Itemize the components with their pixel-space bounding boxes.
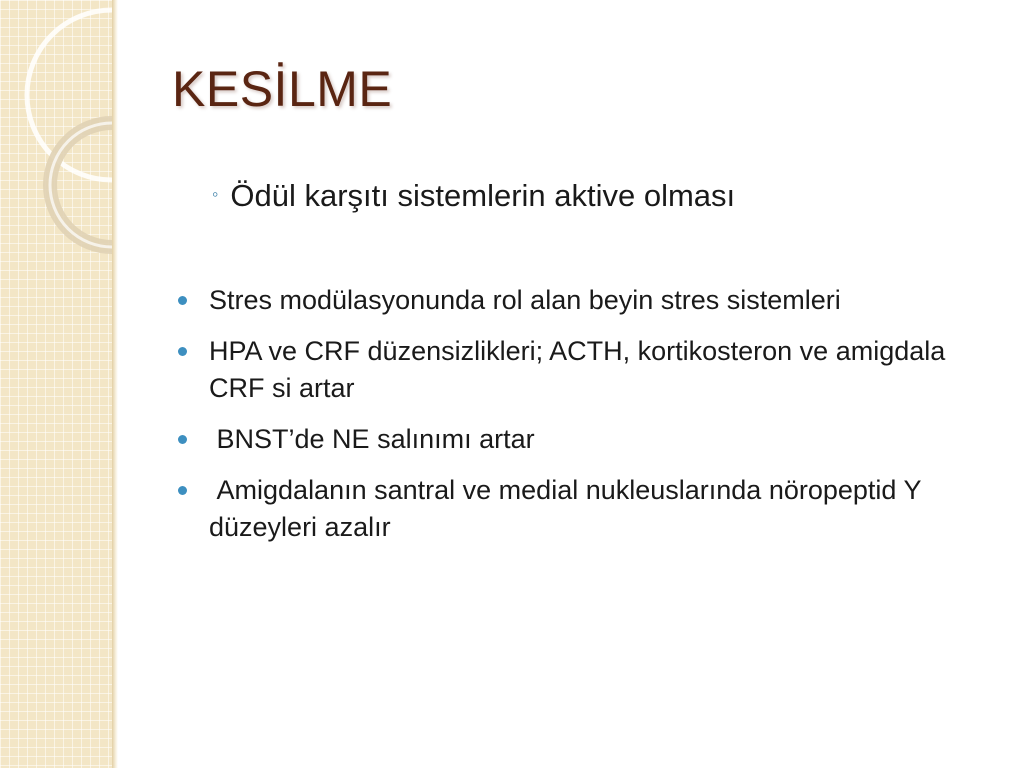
ring-bullet-icon: ◦ <box>212 184 219 205</box>
bullet-text: BNST’de NE salınımı artar <box>209 424 535 454</box>
decorative-side-band <box>0 0 112 768</box>
decorative-rings <box>0 0 112 768</box>
sub-bullet-item <box>212 178 735 214</box>
list-item <box>178 282 978 319</box>
list-item <box>178 472 978 546</box>
bullet-dot-icon <box>178 347 187 356</box>
list-item <box>178 421 978 458</box>
bullet-text: Amigdalanın santral ve medial nukleuslarında nöropeptid Y düzeyleri azalır <box>209 475 929 542</box>
band-edge-shadow <box>112 0 118 768</box>
bullet-text: Stres modülasyonunda rol alan beyin stres sistemleri <box>209 285 841 315</box>
bullet-list <box>178 282 978 560</box>
bullet-dot-icon <box>178 435 187 444</box>
bullet-text: HPA ve CRF düzensizlikleri; ACTH, kortikosteron ve amigdala CRF si artar <box>209 336 946 403</box>
bullet-dot-icon <box>178 296 187 305</box>
list-item <box>178 333 978 407</box>
bullet-dot-icon <box>178 486 187 495</box>
slide-title: KESİLME <box>172 61 393 117</box>
sub-bullet-text: Ödül karşıtı sistemlerin aktive olması <box>230 178 736 213</box>
